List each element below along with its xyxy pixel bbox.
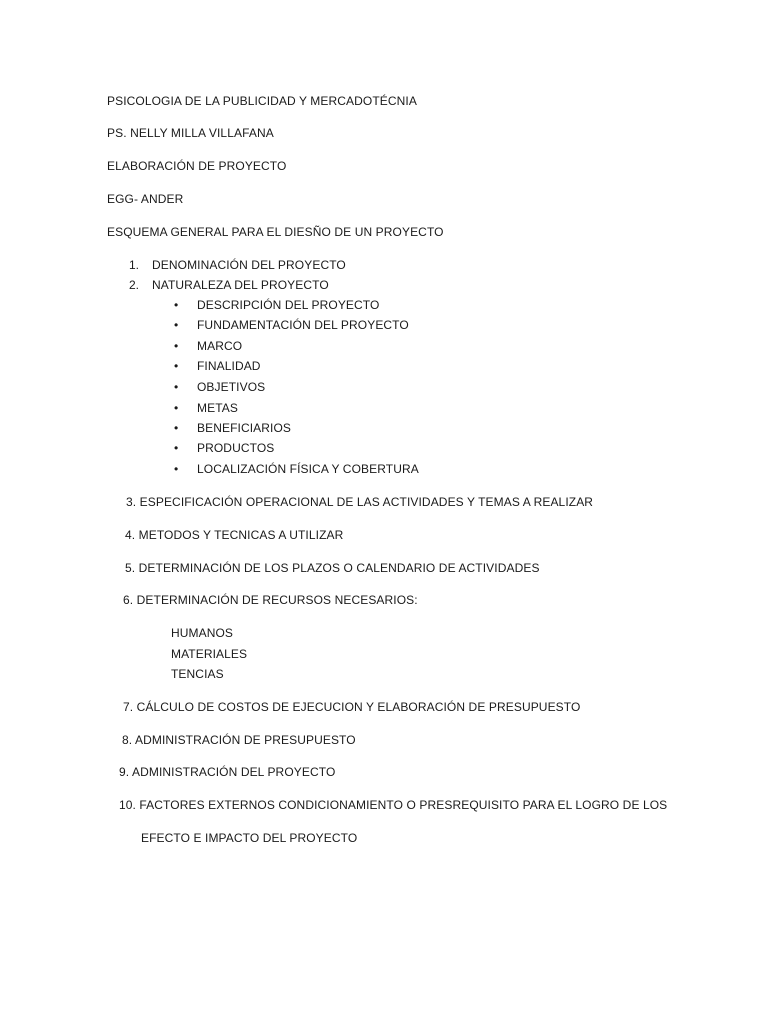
- list-item-4: 4. METODOS Y TECNICAS A UTILIZAR: [125, 528, 344, 542]
- teacher-name: PS. NELLY MILLA VILLAFANA: [107, 126, 274, 140]
- list-item: NATURALEZA DEL PROYECTO: [152, 278, 329, 292]
- bullet-item: BENEFICIARIOS: [197, 421, 291, 435]
- list-item-10-continuation: EFECTO E IMPACTO DEL PROYECTO: [141, 831, 358, 845]
- list-item-8: 8. ADMINISTRACIÓN DE PRESUPUESTO: [122, 733, 356, 747]
- bullet-glyph: •: [174, 339, 179, 353]
- list-item-3: 3. ESPECIFICACIÓN OPERACIONAL DE LAS ACTIVIDADES Y TEMAS A REALIZAR: [126, 495, 594, 509]
- course-title: PSICOLOGIA DE LA PUBLICIDAD Y MERCADOTÉCNIA: [107, 94, 417, 108]
- bullet-item: LOCALIZACIÓN FÍSICA Y COBERTURA: [197, 462, 419, 476]
- bullet-glyph: •: [174, 359, 179, 373]
- list-item-5: 5. DETERMINACIÓN DE LOS PLAZOS O CALENDARIO DE ACTIVIDADES: [125, 561, 540, 575]
- list-number: 2.: [129, 278, 140, 292]
- resource-item: MATERIALES: [171, 647, 248, 661]
- bullet-item: MARCO: [197, 339, 243, 353]
- resource-item: HUMANOS: [171, 626, 234, 640]
- list-item: DENOMINACIÓN DEL PROYECTO: [152, 258, 346, 272]
- outline-title: ESQUEMA GENERAL PARA EL DIESÑO DE UN PROYECTO: [107, 225, 444, 239]
- author-line: EGG- ANDER: [107, 192, 184, 206]
- bullet-glyph: •: [174, 298, 179, 312]
- bullet-item: FINALIDAD: [197, 359, 261, 373]
- list-item-7: 7. CÁLCULO DE COSTOS DE EJECUCION Y ELABORACIÓN DE PRESUPUESTO: [123, 700, 581, 714]
- bullet-item: OBJETIVOS: [197, 380, 266, 394]
- list-item-9: 9. ADMINISTRACIÓN DEL PROYECTO: [119, 765, 336, 779]
- bullet-glyph: •: [174, 318, 179, 332]
- list-item-6: 6. DETERMINACIÓN DE RECURSOS NECESARIOS:: [123, 593, 418, 607]
- bullet-glyph: •: [174, 462, 179, 476]
- bullet-glyph: •: [174, 421, 179, 435]
- bullet-glyph: •: [174, 401, 179, 415]
- bullet-item: FUNDAMENTACIÓN DEL PROYECTO: [197, 318, 409, 332]
- bullet-item: METAS: [197, 401, 238, 415]
- list-number: 1.: [129, 258, 140, 272]
- bullet-glyph: •: [174, 441, 179, 455]
- list-item-10: 10. FACTORES EXTERNOS CONDICIONAMIENTO O PRESREQUISITO PARA EL LOGRO DE LOS: [119, 798, 668, 812]
- resource-item: TENCIAS: [171, 667, 224, 681]
- bullet-glyph: •: [174, 380, 179, 394]
- subject-line: ELABORACIÓN DE PROYECTO: [107, 159, 287, 173]
- bullet-item: PRODUCTOS: [197, 441, 275, 455]
- bullet-item: DESCRIPCIÓN DEL PROYECTO: [197, 298, 380, 312]
